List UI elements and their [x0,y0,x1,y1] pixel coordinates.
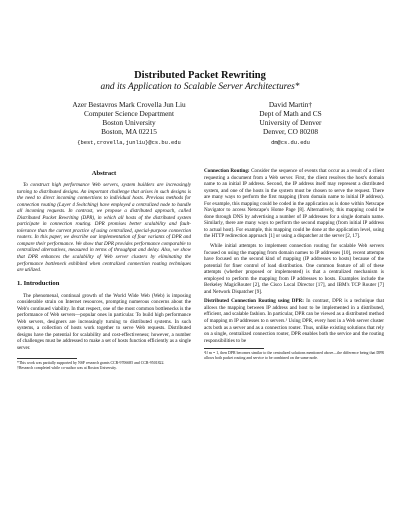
right-column [204,168,384,361]
paper-title: Distributed Packet Rewriting [134,70,266,81]
author-city: Denver, CO 80208 [262,126,319,136]
footnote-rule [17,358,77,359]
author-email: dm@cs.du.edu [271,139,310,146]
author-city: Boston, MA 02215 [101,126,157,136]
paragraph-previous-work: While initial attempts to implement connection routing for scalable Web servers focused on using the mapping from domain names to IP addresses [10], recent attempts have focused on the second kind of mapping (IP addresses to hosts) because of the potential for finer control of load distribution. One common feature of all of these attempts (whether proposed or implemented) is that a centralized mechanism is employed to perform the mapping from IP addresses to hosts. Examples include the Berkeley MagicRouter [2], the Cisco Local Director [17], and IBM's TCP Router [7] and Network Dispatcher [9]. [204,243,384,295]
left-column [17,168,191,371]
paragraph-text: In contrast, DPR is a technique that allows the mapping between IP address and host to be implemented in a distributed, efficient, and scalable fashion. In particular, DPR can be viewed as a distributed method of mapping m IP addresses to n servers.¹ Using DPR, every host in a Web server cluster acts both as a server and as a connection router. Thus, unlike existing solutions that rely on a single, centralized connection router, DPR enables both the service and the routing responsibilities to be [204,298,384,344]
footnote-m-equals-1: ¹If m = 1, then DPR becomes similar to the centralized solutions mentioned above—the difference being that DPR allows both packet routing and service to be combined on the same node. [204,351,384,361]
introduction-heading: 1. Introduction [17,279,60,287]
author-org: Boston University [102,117,156,127]
author-dept: Computer Science Department [84,108,174,118]
author-dept: Dept of Math and CS [259,108,322,118]
author-org: University of Denver [259,117,322,127]
introduction-text: The phenomenal, continual growth of the World Wide Web (Web) is imposing considerable strain on Internet resources, prompting numerous concerns about the Web's continued viability. In that respect, one of the most common bottlenecks is the performance of Web servers—popular ones in particular. To build high performance Web servers, designers are increasingly turning to distributed systems. In such systems, a collection of hosts work together to serve Web requests. Distributed designs have the potential for scalability and cost-effectiveness; however, a number of challenges must be addressed to make a set of hosts function efficiently as a single server. [17,292,191,352]
abstract-heading: Abstract [91,170,117,177]
author-names: David Martin† [268,100,313,109]
paragraph-connection-routing [204,168,384,240]
author-block-du [228,101,353,148]
footnote-affiliation: †Research completed while co-author was at Boston University. [17,365,117,370]
footnote-rule [204,348,264,349]
paper-subtitle: and its Application to Scalable Server Architectures* [100,82,300,92]
author-block-bu [54,101,204,148]
author-email: {best,crovella,junliu}@cs.bu.edu [77,139,181,146]
paragraph-text: Consider the sequence of events that occur as a result of a client requesting a document from a Web server. First, the client resolves the host's domain name to an initial IP address. Second, the IP address itself may represent a distributed system, and one of the hosts in the system must be chosen to serve the request. There are many ways to perform the first mapping (from domain name to initial IP address). For example, this mapping could be coded in the application as is done within Netscape Navigator to access Netscape's Home Page [8]. Alternatively, this mapping could be done through DNS by advertising a number of IP addresses for a single domain name. Similarly, there are many ways to perform the second mapping (from initial IP address to actual host). For example, this mapping could be done at the application level, using the HTTP redirection approach [1] or using a dispatcher at the server [2, 17]. [204,168,384,240]
paragraph-dpr [204,298,384,344]
abstract-text: To construct high performance Web servers, system builders are increasingly turning to distributed designs. An important challenge that arises in such designs is the need to direct incoming connections to individual hosts. Previous methods for connection routing (Layer 4 Switching) have employed a centralized node to handle all incoming requests. In contrast, we propose a distributed approach, called Distributed Packet Rewriting (DPR), in which all hosts of the distributed system participate in connection routing. DPR promises better scalability and fault-tolerance than the current practice of using centralized, special-purpose connection routers. In this paper, we describe our implementation of four variants of DPR and compare their performance. We show that DPR provides performance comparable to centralized alternatives, measured in terms of throughput and delay. Also, we show that DPR enhances the scalability of Web server clusters by eliminating the performance bottleneck exhibited when centralized connection routing techniques are utilized. [17,182,191,274]
author-names: Azer Bestavros Mark Crovella Jun Liu [72,100,186,109]
runin-heading: Distributed Connection Routing using DPR: [204,298,304,305]
runin-heading: Connection Routing: [204,168,250,174]
footnote-funding: *This work was partially supported by NSF research grants CCR-9706685 and CCR-9501822. [17,360,165,365]
